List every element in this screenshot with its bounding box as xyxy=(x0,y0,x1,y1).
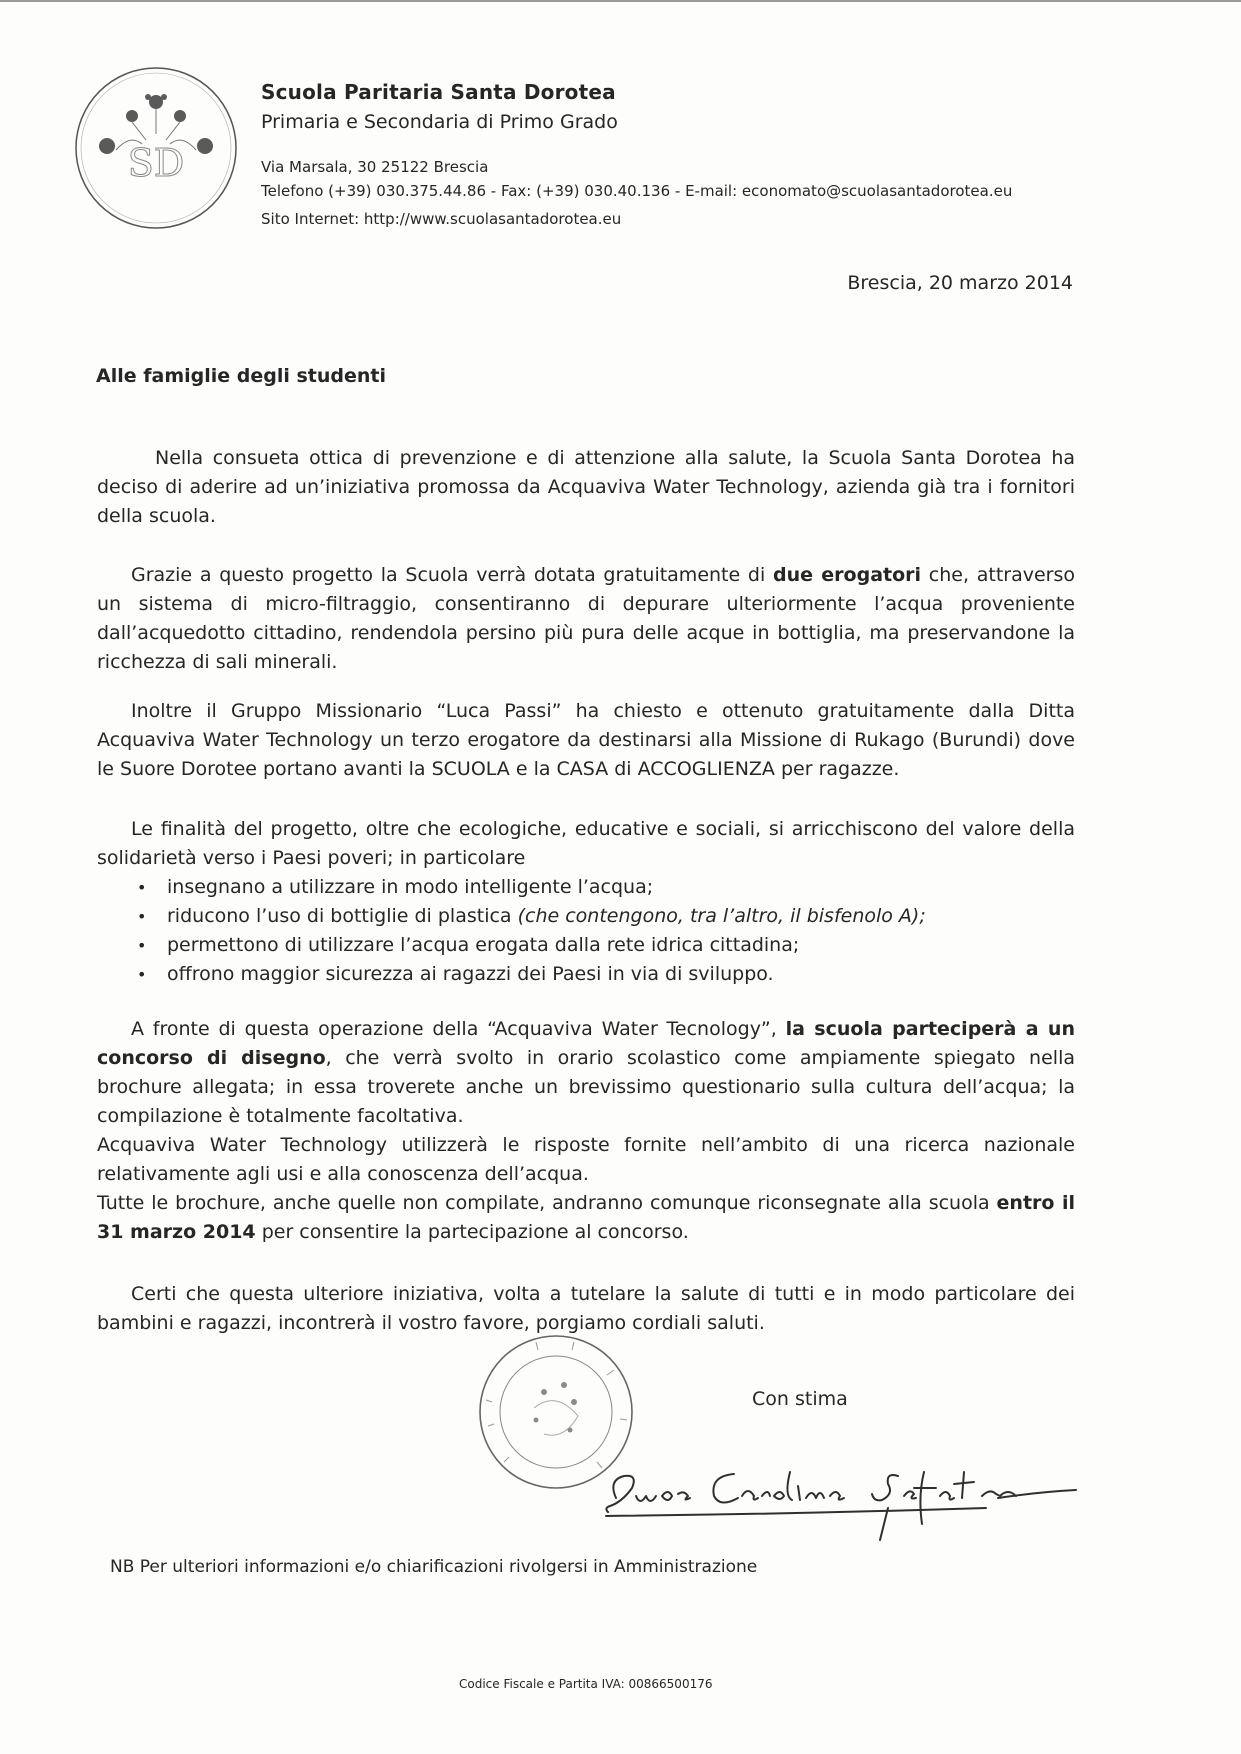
administration-note: NB Per ulteriori informazioni e/o chiarificazioni rivolgersi in Amministrazione xyxy=(110,1557,758,1577)
paragraph-3 xyxy=(97,697,1075,784)
list-item-text: riducono l’uso di bottiglie di plastica xyxy=(167,905,518,927)
paragraph-5-line-3 xyxy=(97,1189,1075,1247)
paragraph-5 xyxy=(97,1015,1075,1247)
letter-recipient: Alle famiglie degli studenti xyxy=(96,365,387,387)
handwritten-signature xyxy=(598,1436,1108,1546)
school-subtitle: Primaria e Secondaria di Primo Grado xyxy=(261,111,618,133)
paragraph-2 xyxy=(97,561,1075,677)
paragraph-1-text: Nella consueta ottica di prevenzione e di attenzione alla salute, la Scuola Santa Dorotea ha deciso di aderire ad un’iniziativa promossa da Acquaviva Water Technology, azienda già tra i fornitori della scuola. xyxy=(97,447,1075,527)
paragraph-2-emphasis: due erogatori xyxy=(772,564,922,586)
paragraph-5-end: , che verrà svolto in orario scolastico come ampiamente spiegato nella brochure allegata; in essa troverete anche un brevissimo questionario sulla cultura dell’acqua; la compilazione è totalmente facoltativa. xyxy=(97,1047,1075,1127)
deadline-start: Tutte le brochure, anche quelle non compilate, andranno comunque riconsegnate alla scuola xyxy=(97,1192,997,1214)
tax-code-footer: Codice Fiscale e Partita IVA: 00866500176 xyxy=(459,1677,713,1691)
list-item: • offrono maggior sicurezza ai ragazzi dei Paesi in via di sviluppo. xyxy=(137,960,1075,989)
paragraph-5-start: A fronte di questa operazione della “Acquaviva Water Tecnology”, xyxy=(131,1018,786,1040)
paragraph-4 xyxy=(97,815,1075,989)
school-contacts: Telefono (+39) 030.375.44.86 - Fax: (+39) 030.40.136 - E-mail: economato@scuolasantadorotea.eu xyxy=(261,182,1013,200)
list-item: • insegnano a utilizzare in modo intelligente l’acqua; xyxy=(137,873,1075,902)
paragraph-3-text: Inoltre il Gruppo Missionario “Luca Passi” ha chiesto e ottenuto gratuitamente dalla Ditta Acquaviva Water Technology un terzo erogatore da destinarsi alla Missione di Rukago (Burundi) dove le Suore Dorotee portano avanti la SCUOLA e la CASA di ACCOGLIENZA per ragazze. xyxy=(97,700,1075,780)
deadline-end: per consentire la partecipazione al concorso. xyxy=(255,1221,689,1243)
paragraph-5-emphasis: la scuola parteciperà a un concorso di disegno xyxy=(97,1018,1075,1069)
paragraph-1 xyxy=(97,444,1075,531)
list-item-italic: (che contengono, tra l’altro, il bisfenolo A); xyxy=(517,905,926,927)
paragraph-2-start: Grazie a questo progetto la Scuola verrà dotata gratuitamente di xyxy=(131,564,773,586)
list-item xyxy=(137,902,1075,931)
school-address: Via Marsala, 30 25122 Brescia xyxy=(261,158,489,176)
page-top-edge xyxy=(0,0,1241,2)
paragraph-2-end: che, attraverso un sistema di micro-filtraggio, consentiranno di depurare ulteriormente l’acqua proveniente dall’acquedotto cittadino, rendendola persino più pura delle acque in bottiglia, ma preservandone la ricchezza di sali minerali. xyxy=(97,564,1075,673)
school-website: Sito Internet: http://www.scuolasantadorotea.eu xyxy=(261,210,622,228)
closing-salutation: Con stima xyxy=(752,1388,848,1410)
paragraph-4-text: Le finalità del progetto, oltre che ecologiche, educative e sociali, si arricchiscono del valore della solidarietà verso i Paesi poveri; in particolare xyxy=(97,818,1075,869)
logo-monogram: SD xyxy=(127,141,185,185)
letter-date: Brescia, 20 marzo 2014 xyxy=(847,272,1073,294)
paragraph-5-line-2: Acquaviva Water Technology utilizzerà le risposte fornite nell’ambito di una ricerca nazionale relativamente agli usi e alla conoscenza dell’acqua. xyxy=(97,1134,1075,1185)
school-logo xyxy=(72,64,240,232)
paragraph-5-text xyxy=(97,1015,1075,1131)
deadline-emphasis: entro il 31 marzo 2014 xyxy=(97,1192,1075,1243)
paragraph-6-text: Certi che questa ulteriore iniziativa, volta a tutelare la salute di tutti e in modo particolare dei bambini e ragazzi, incontrerà il vostro favore, porgiamo cordiali saluti. xyxy=(97,1283,1075,1334)
school-name: Scuola Paritaria Santa Dorotea xyxy=(261,80,616,104)
paragraph-2-text xyxy=(97,561,1075,677)
benefits-list xyxy=(97,873,1075,989)
list-item: • permettono di utilizzare l’acqua erogata dalla rete idrica cittadina; xyxy=(137,931,1075,960)
